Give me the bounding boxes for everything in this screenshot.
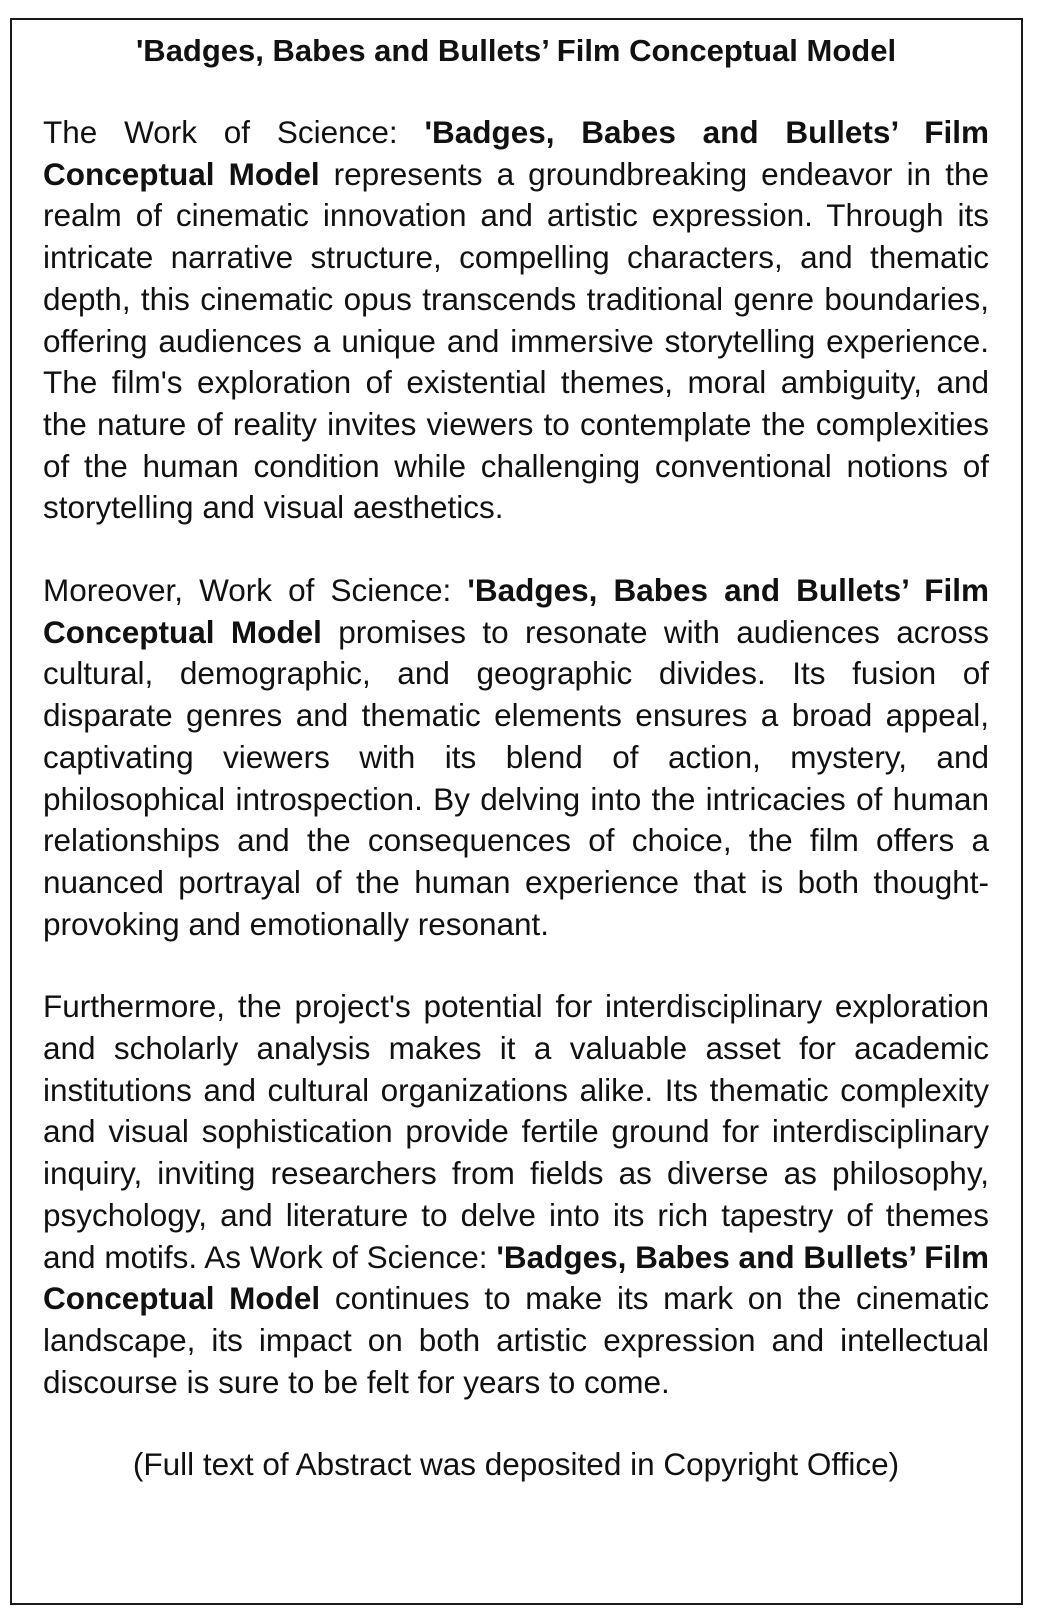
paragraph-2	[43, 570, 989, 945]
paragraph-1-prefix: The Work of Science:	[43, 114, 425, 150]
paragraph-2-prefix: Moreover, Work of Science:	[43, 572, 468, 609]
paragraph-2-body: promises to resonate with audiences across cultural, demographic, and geographic divides. Its fusion of disparate genres and thematic elements ensures a broad appeal, captivating viewers with its blend of action, mystery, and philosophical introspection. By delving into the intricacies of human relationships and the consequences of choice, the film offers a nuanced portrayal of the human experience that is both thought-provoking and emotionally resonant.	[43, 613, 989, 942]
paragraph-1-body: represents a groundbreaking endeavor in the realm of cinematic innovation and artistic expression. Through its intricate narrative structure, compelling characters, and thematic depth, this cinematic opus transcends traditional genre boundaries, offering audiences a unique and immersive storytelling experience. The film's exploration of existential themes, moral ambiguity, and the nature of reality invites viewers to contemplate the complexities of the human condition while challenging conventional notions of storytelling and visual aesthetics.	[43, 155, 989, 526]
paragraph-1	[43, 112, 989, 529]
paragraph-3-body: continues to make its mark on the cinematic landscape, its impact on both artistic expression and intellectual discourse is sure to be felt for years to come.	[43, 1280, 989, 1400]
document-title: 'Badges, Babes and Bullets’ Film Conceptual Model	[135, 33, 897, 68]
paragraph-3-work-title: 'Badges, Babes and Bullets’ Film Conceptual Model	[43, 1238, 990, 1317]
paragraph-3-prefix: Furthermore, the project's potential for interdisciplinary exploration and scholarly analysis makes it a valuable asset for academic institutions and cultural organizations alike. Its thematic complexity and visual sophistication provide fertile ground for interdisciplinary inquiry, inviting researchers from fields as diverse as philosophy, psychology, and literature to delve into its rich tapestry of themes and motifs. As Work of Science:	[43, 988, 989, 1275]
abstract-frame	[10, 18, 1023, 1605]
paragraph-2-work-title: 'Badges, Babes and Bullets’ Film Conceptual Model	[43, 572, 990, 650]
deposit-note: (Full text of Abstract was deposited in Copyright Office)	[132, 1446, 900, 1483]
paragraph-1-work-title: 'Badges, Babes and Bullets’ Film Conceptual Model	[43, 114, 990, 192]
paragraph-3	[43, 986, 989, 1403]
